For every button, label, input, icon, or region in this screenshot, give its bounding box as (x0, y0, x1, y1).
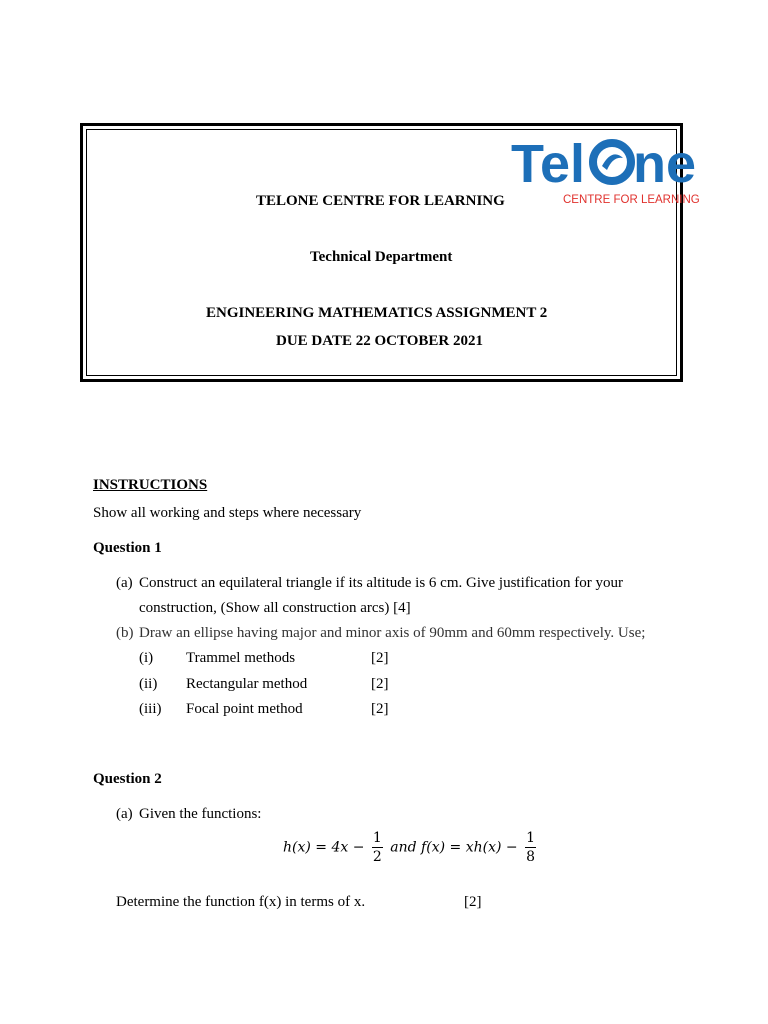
logo-wordmark-ne: ne (633, 134, 697, 194)
fraction-one-eighth (525, 829, 536, 866)
equation-part-f: and f(x) = xh(x) − (390, 839, 518, 856)
q1b-item-num: (ii) (139, 676, 158, 692)
due-date: DUE DATE 22 OCTOBER 2021 (276, 333, 483, 349)
q2-determine-marks: [2] (464, 894, 482, 910)
fraction-one-half (372, 829, 383, 866)
q1b-item-text: Rectangular method (186, 676, 308, 692)
department-title: Technical Department (310, 249, 453, 265)
equation-part-h: h(x) = 4x − (283, 839, 365, 856)
q1a-line2: construction, (Show all construction arcs) [4] (139, 600, 411, 616)
q1b-item-text: Trammel methods (186, 650, 296, 666)
fraction-denominator: 8 (526, 849, 535, 865)
q2a-label: (a) (116, 806, 133, 822)
instructions-heading: INSTRUCTIONS (93, 477, 208, 493)
fraction-denominator: 2 (372, 849, 382, 865)
q1b-item-marks: [2] (371, 650, 389, 666)
logo-wordmark-tel: Tel (511, 134, 586, 194)
fraction-numerator: 1 (372, 830, 382, 846)
centre-title: TELONE CENTRE FOR LEARNING (256, 193, 505, 209)
assignment-title: ENGINEERING MATHEMATICS ASSIGNMENT 2 (206, 305, 548, 321)
q2a-text: Given the functions: (139, 806, 262, 822)
q2-determine: Determine the function f(x) in terms of x. (116, 894, 366, 910)
q2-equation (283, 829, 539, 866)
question-1-heading: Question 1 (93, 540, 162, 556)
q1b-item-marks: [2] (371, 701, 389, 717)
q1a-line1: Construct an equilateral triangle if its altitude is 6 cm. Give justification for your (139, 575, 624, 591)
question-2-heading: Question 2 (93, 771, 162, 787)
q1b-text: Draw an ellipse having major and minor axis of 90mm and 60mm respectively. Use; (139, 625, 646, 641)
q1b-item-text: Focal point method (186, 701, 303, 717)
q1a-label: (a) (116, 575, 133, 591)
q1b-item-num: (iii) (139, 701, 162, 717)
fraction-numerator: 1 (526, 830, 535, 846)
q1b-label: (b) (116, 625, 134, 641)
q1b-item-marks: [2] (371, 676, 389, 692)
telone-logo (509, 126, 700, 210)
logo-tagline: CENTRE FOR LEARNING (563, 194, 700, 206)
q1b-item-num: (i) (139, 650, 154, 666)
logo-o-icon (593, 143, 631, 181)
instructions-text: Show all working and steps where necessary (93, 505, 362, 521)
